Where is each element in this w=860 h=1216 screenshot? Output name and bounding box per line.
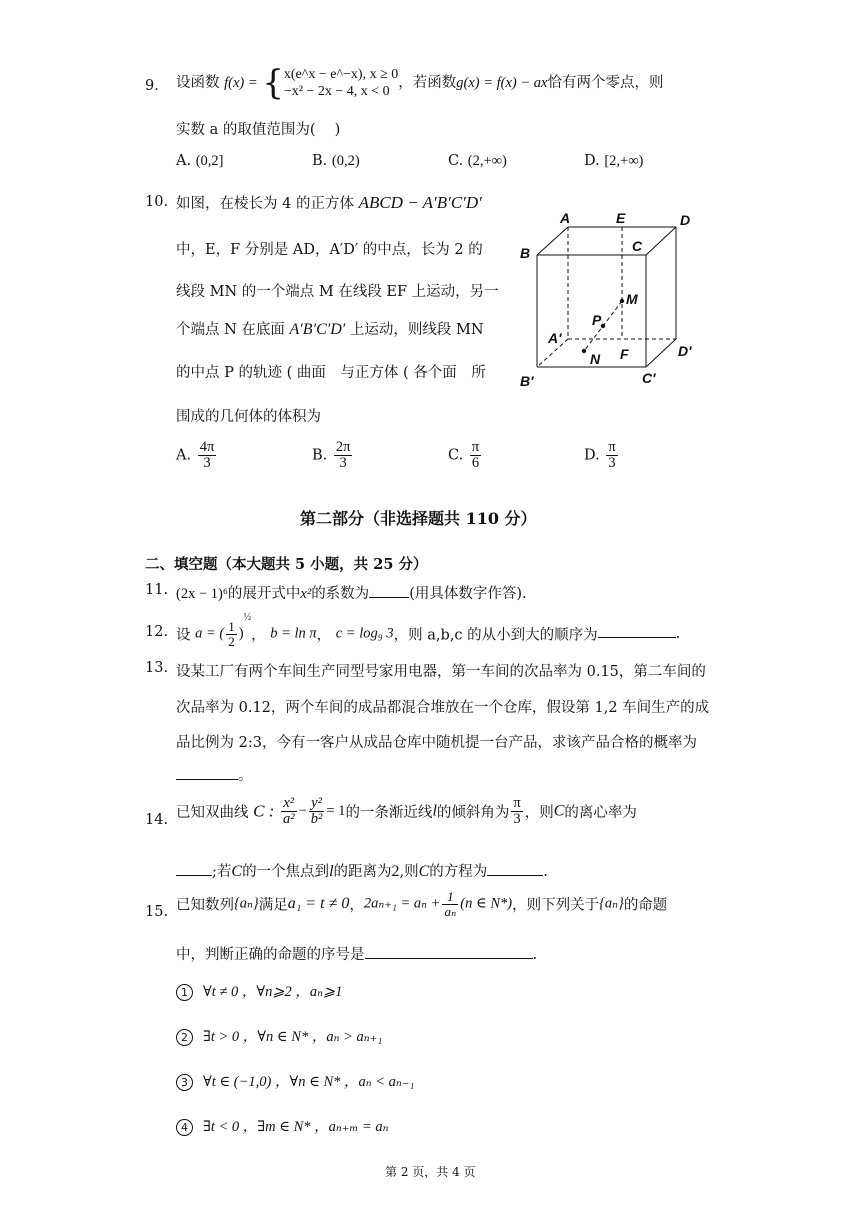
- q9-f-lhs: f(x) =: [224, 75, 258, 91]
- label-b: B: [520, 245, 531, 261]
- q15-blank[interactable]: [365, 957, 533, 959]
- q9-stem-line2: 实数 a 的取值范围为( ): [176, 122, 341, 138]
- point-p: [601, 324, 605, 328]
- label-a: A: [560, 210, 571, 226]
- q9-mid: ，若函数: [398, 75, 457, 91]
- label-f: F: [620, 346, 629, 362]
- label-a-prime: A′: [548, 330, 562, 346]
- q15-item-3: 3 ∀t ∈ (−1,0) ，∀n ∈ N* ，aₙ < aₙ₋₁: [176, 1070, 414, 1091]
- q13-line2: 次品率为 0.12，两个车间的成品都混合堆放在一个仓库，假设第 1,2 车间生产的成: [176, 700, 710, 716]
- q12-blank[interactable]: [598, 636, 676, 638]
- q9-pieces: [284, 66, 398, 100]
- q9-number: 9.: [145, 78, 159, 94]
- q14-blank-2[interactable]: [487, 874, 543, 876]
- q9-piece1: x(e^x − e^−x), x ≥ 0: [283, 67, 399, 82]
- q11-stem: (2x − 1)⁶的展开式中x²的系数为 (用具体数字作答).: [176, 586, 527, 602]
- q12-stem: 设 a = ( $\frac{1}{2}$ )$^{\frac{1}{2}}$， b = ln π， c = log₉ 3，则 a,b,c 的从小到大的顺序为 .: [176, 612, 681, 649]
- section2-title: 二、填空题（本大题共 5 小题，共 25 分）: [145, 556, 428, 573]
- q10-option-b: B. $\frac{2\pi}{3}$: [312, 439, 351, 472]
- q9-g-expr: g(x) = f(x) − ax: [456, 75, 548, 91]
- q9-tail: 恰有两个零点，则: [547, 75, 664, 91]
- label-d-prime: D′: [678, 343, 692, 359]
- q9-option-a: A. (0,2]: [176, 153, 224, 169]
- q9-option-c: C. (2,+∞): [448, 153, 507, 169]
- q10-number: 10.: [145, 194, 169, 210]
- q10-stem-line3: 线段 MN 的一个端点 M 在线段 EF 上运动，另一: [176, 284, 499, 300]
- point-n: [582, 349, 586, 353]
- q10-stem-line2: 中，E，F 分别是 AD，A′D′ 的中点，长为 2 的: [176, 242, 483, 258]
- label-c-prime: C′: [642, 370, 656, 386]
- q9-option-d: D. [2,+∞): [584, 153, 644, 169]
- label-m: M: [626, 291, 638, 307]
- q15-item-4: 4 ∃t < 0 ，∃m ∈ N* ，aₙ₊ₘ = aₙ: [176, 1115, 389, 1136]
- q13-blank[interactable]: [176, 778, 238, 780]
- q13-line3: 品比例为 2:3，今有一客户从成品仓库中随机提一台产品，求该产品合格的概率为: [176, 735, 697, 751]
- q10-line1-pre: 如图，在棱长为 4 的正方体: [176, 196, 354, 212]
- q10-stem-line4: 个端点 N 在底面 A′B′C′D′ 上运动，则线段 MN: [176, 321, 484, 338]
- q14-stem-line1: 已知双曲线 C : $\frac{\text{x²}}{\text{a²}}$ − $\frac{\text{y²}}{\text{b²}}$ = 1的一条渐近线l的倾斜角为 $\frac{\pi}{3}$ ，则C的离心率为: [176, 795, 637, 828]
- q11-number: 11.: [145, 582, 169, 598]
- circle-mark-4: 4: [176, 1119, 193, 1136]
- q15-item-2: 2 ∃t > 0 ，∀n ∈ N* ，aₙ > aₙ₊₁: [176, 1025, 382, 1046]
- q15-number: 15.: [145, 904, 169, 920]
- q13-line4: 。: [176, 764, 253, 785]
- label-p: P: [592, 312, 602, 328]
- q10-option-a: A. $\frac{4\pi}{3}$: [176, 439, 215, 472]
- circle-mark-1: 1: [176, 984, 193, 1001]
- q14-blank-1[interactable]: [176, 874, 212, 876]
- q15-stem-line1: 已知数列{aₙ}满足a₁ = t ≠ 0，2aₙ₊₁ = aₙ + $\frac{1}{\text{aₙ}}$ (n ∈ N*)，则下列关于{aₙ}的命题: [176, 889, 668, 919]
- q11-blank[interactable]: [369, 596, 409, 598]
- point-m: [620, 299, 624, 303]
- part2-title: 第二部分（非选择题共 110 分）: [300, 509, 537, 528]
- q13-number: 13.: [145, 660, 169, 676]
- q10-stem-line5: 的中点 P 的轨迹 ( 曲面 与正方体 ( 各个面 所: [176, 365, 486, 381]
- label-n: N: [590, 351, 601, 367]
- q9-brace: {: [262, 63, 284, 103]
- q9-piece2: −x² − 2x − 4, x < 0: [283, 84, 390, 99]
- label-b-prime: B′: [520, 373, 534, 389]
- q9-stem-line1: [176, 63, 664, 103]
- q12-number: 12.: [145, 624, 169, 640]
- q9-option-b: B. (0,2): [312, 153, 360, 169]
- q15-stem-line2: 中，判断正确的命题的序号是 .: [176, 947, 538, 963]
- q10-stem-line1: [176, 192, 482, 213]
- circle-mark-3: 3: [176, 1074, 193, 1091]
- q10-option-d: D. $\frac{\pi}{3}$: [584, 439, 616, 472]
- q14-number: 14.: [145, 812, 169, 828]
- q10-cube-name: ABCD − A′B′C′D′: [358, 193, 482, 212]
- q9-lead: 设函数: [176, 75, 220, 91]
- cube-figure: [510, 205, 710, 390]
- q13-line1: 设某工厂有两个车间生产同型号家用电器，第一车间的次品率为 0.15，第二车间的: [176, 664, 706, 680]
- label-c: C: [632, 238, 643, 254]
- circle-mark-2: 2: [176, 1029, 193, 1046]
- q10-stem-line6: 围成的几何体的体积为: [176, 409, 321, 425]
- label-e: E: [616, 210, 626, 226]
- q15-item-1: 1 ∀t ≠ 0 ，∀n⩾2 ，aₙ⩾1: [176, 980, 342, 1001]
- q14-stem-line2: ;若C的一个焦点到l的距离为2,则C的方程为 .: [176, 860, 548, 881]
- label-d: D: [680, 212, 691, 228]
- q10-option-c: C. $\frac{\pi}{6}$: [448, 439, 480, 472]
- page-footer: 第 2 页，共 4 页: [385, 1165, 476, 1179]
